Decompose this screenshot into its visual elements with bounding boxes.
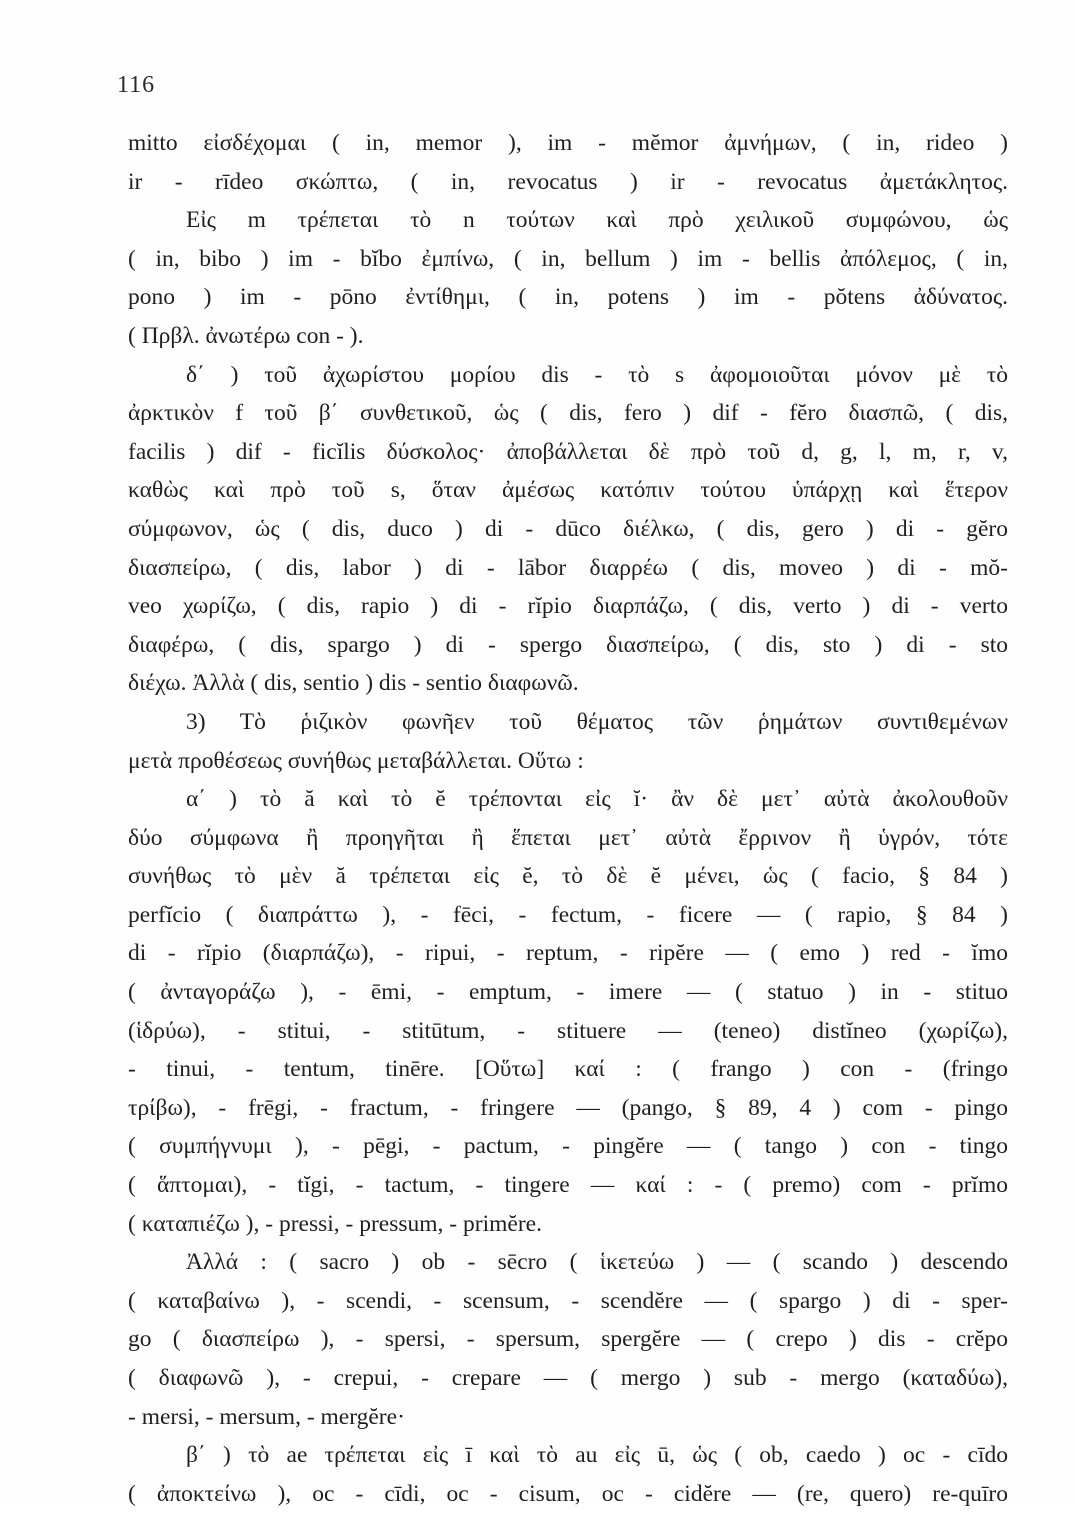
text-line: ( Πρβλ. ἀνωτέρω con - ). — [128, 322, 364, 349]
text-line: 3) Τὸ ῥιζικὸν φωνῆεν τοῦ θέματος τῶν ῥημάτων συντιθεμένων — [186, 708, 1008, 735]
body-text — [128, 124, 1008, 1513]
text-line: β΄ ) τὸ ae τρέπεται εἰς ī καὶ τὸ au εἰς ū, ὡς ( ob, caedo ) oc - cīdo — [186, 1442, 1008, 1469]
text-line: Ἀλλά : ( sacro ) ob - sēcro ( ἱκετεύω ) — ( scando ) descendo — [186, 1249, 1008, 1276]
text-line: ( συμπήγνυμι ), - pēgi, - pactum, - pingĕre — ( tango ) con - tingo — [128, 1133, 1008, 1160]
text-line: σύμφωνον, ὡς ( dis, duco ) di - dūco διέλκω, ( dis, gero ) di - gĕro — [128, 515, 1008, 542]
text-line: διαφέρω, ( dis, spargo ) di - spergo διασπείρω, ( dis, sto ) di - sto — [128, 631, 1008, 658]
text-line: go ( διασπείρω ), - spersi, - spersum, spergĕre — ( crepo ) dis - crĕpo — [128, 1326, 1008, 1353]
text-line: ( ἀποκτείνω ), oc - cīdi, oc - cisum, oc - cidĕre — (re, quero) re-quīro — [128, 1480, 1008, 1507]
text-line: ( καταπιέζω ), - pressi, - pressum, - primĕre. — [128, 1210, 542, 1237]
text-line: δύο σύμφωνα ἢ προηγῆται ἢ ἕπεται μετ᾽ αὐτὰ ἔρρινον ἢ ὑγρόν, τότε — [128, 824, 1008, 851]
text-line: α΄ ) τὸ ă καὶ τὸ ĕ τρέπονται εἰς ĭ· ἂν δὲ μετ᾽ αὐτὰ ἀκολουθοῦν — [186, 786, 1008, 813]
text-line: δ΄ ) τοῦ ἀχωρίστου μορίου dis - τὸ s ἀφομοιοῦται μόνον μὲ τὸ — [186, 361, 1008, 388]
text-line: τρίβω), - frēgi, - fractum, - fringere — (pango, § 89, 4 ) com - pingo — [128, 1094, 1008, 1121]
text-line: veo χωρίζω, ( dis, rapio ) di - rĭpio διαρπάζω, ( dis, verto ) di - verto — [128, 593, 1008, 620]
text-line: διασπείρω, ( dis, labor ) di - lābor διαρρέω ( dis, moveo ) di - mŏ- — [128, 554, 1008, 581]
text-line: μετὰ προθέσεως συνήθως μεταβάλλεται. Οὕτω : — [128, 747, 584, 774]
text-line: ir - rīdeo σκώπτω, ( in, revocatus ) ir - revocatus ἀμετάκλητος. — [128, 168, 1008, 195]
text-line: ( in, bibo ) im - bĭbo ἐμπίνω, ( in, bellum ) im - bellis ἀπόλεμος, ( in, — [128, 245, 1008, 272]
text-line: pono ) im - pōno ἐντίθημι, ( in, potens ) im - pŏtens ἀδύνατος. — [128, 284, 1008, 311]
text-line: συνήθως τὸ μὲν ă τρέπεται εἰς ĕ, τὸ δὲ ĕ μένει, ὡς ( facio, § 84 ) — [128, 863, 1008, 890]
text-line: perfĭcio ( διαπράττω ), - fēci, - fectum, - ficere — ( rapio, § 84 ) — [128, 901, 1008, 928]
text-line: Εἰς m τρέπεται τὸ n τούτων καὶ πρὸ χειλικοῦ συμφώνου, ὡς — [186, 207, 1008, 234]
text-line: καθὼς καὶ πρὸ τοῦ s, ὅταν ἀμέσως κατόπιν τούτου ὑπάρχῃ καὶ ἕτερον — [128, 477, 1008, 504]
text-line: - mersi, - mersum, - mergĕre· — [128, 1403, 405, 1430]
text-line: (ἱδρύω), - stitui, - stitūtum, - stituere — (teneo) distĭneo (χωρίζω), — [128, 1017, 1008, 1044]
text-line: ( καταβαίνω ), - scendi, - scensum, - scendĕre — ( spargo ) di - sper- — [128, 1287, 1008, 1314]
text-line: - tinui, - tentum, tinēre. [Οὕτω] καί : ( frango ) con - (fringo — [128, 1056, 1008, 1083]
text-line: ( ἅπτομαι), - tĭgi, - tactum, - tingere — καί : - ( premo) com - prĭmo — [128, 1172, 1008, 1199]
page-number: 116 — [117, 72, 156, 98]
text-line: mitto εἰσδέχομαι ( in, memor ), im - mĕmor ἀμνήμων, ( in, rideo ) — [128, 130, 1008, 156]
text-line: di - rĭpio (διαρπάζω), - ripui, - reptum, - ripĕre — ( emo ) red - ĭmo — [128, 940, 1008, 967]
text-line: ( ἀνταγοράζω ), - ēmi, - emptum, - imere — ( statuo ) in - stituo — [128, 979, 1008, 1006]
text-line: ἀρκτικὸν f τοῦ β΄ συνθετικοῦ, ὡς ( dis, fero ) dif - fĕro διασπῶ, ( dis, — [128, 400, 1008, 427]
text-line: facilis ) dif - ficĭlis δύσκολος· ἀποβάλλεται δὲ πρὸ τοῦ d, g, l, m, r, v, — [128, 438, 1008, 465]
text-line: διέχω. Ἀλλὰ ( dis, sentio ) dis - sentio διαφωνῶ. — [128, 670, 579, 697]
text-line: ( διαφωνῶ ), - crepui, - crepare — ( mergo ) sub - mergo (καταδύω), — [128, 1365, 1008, 1391]
